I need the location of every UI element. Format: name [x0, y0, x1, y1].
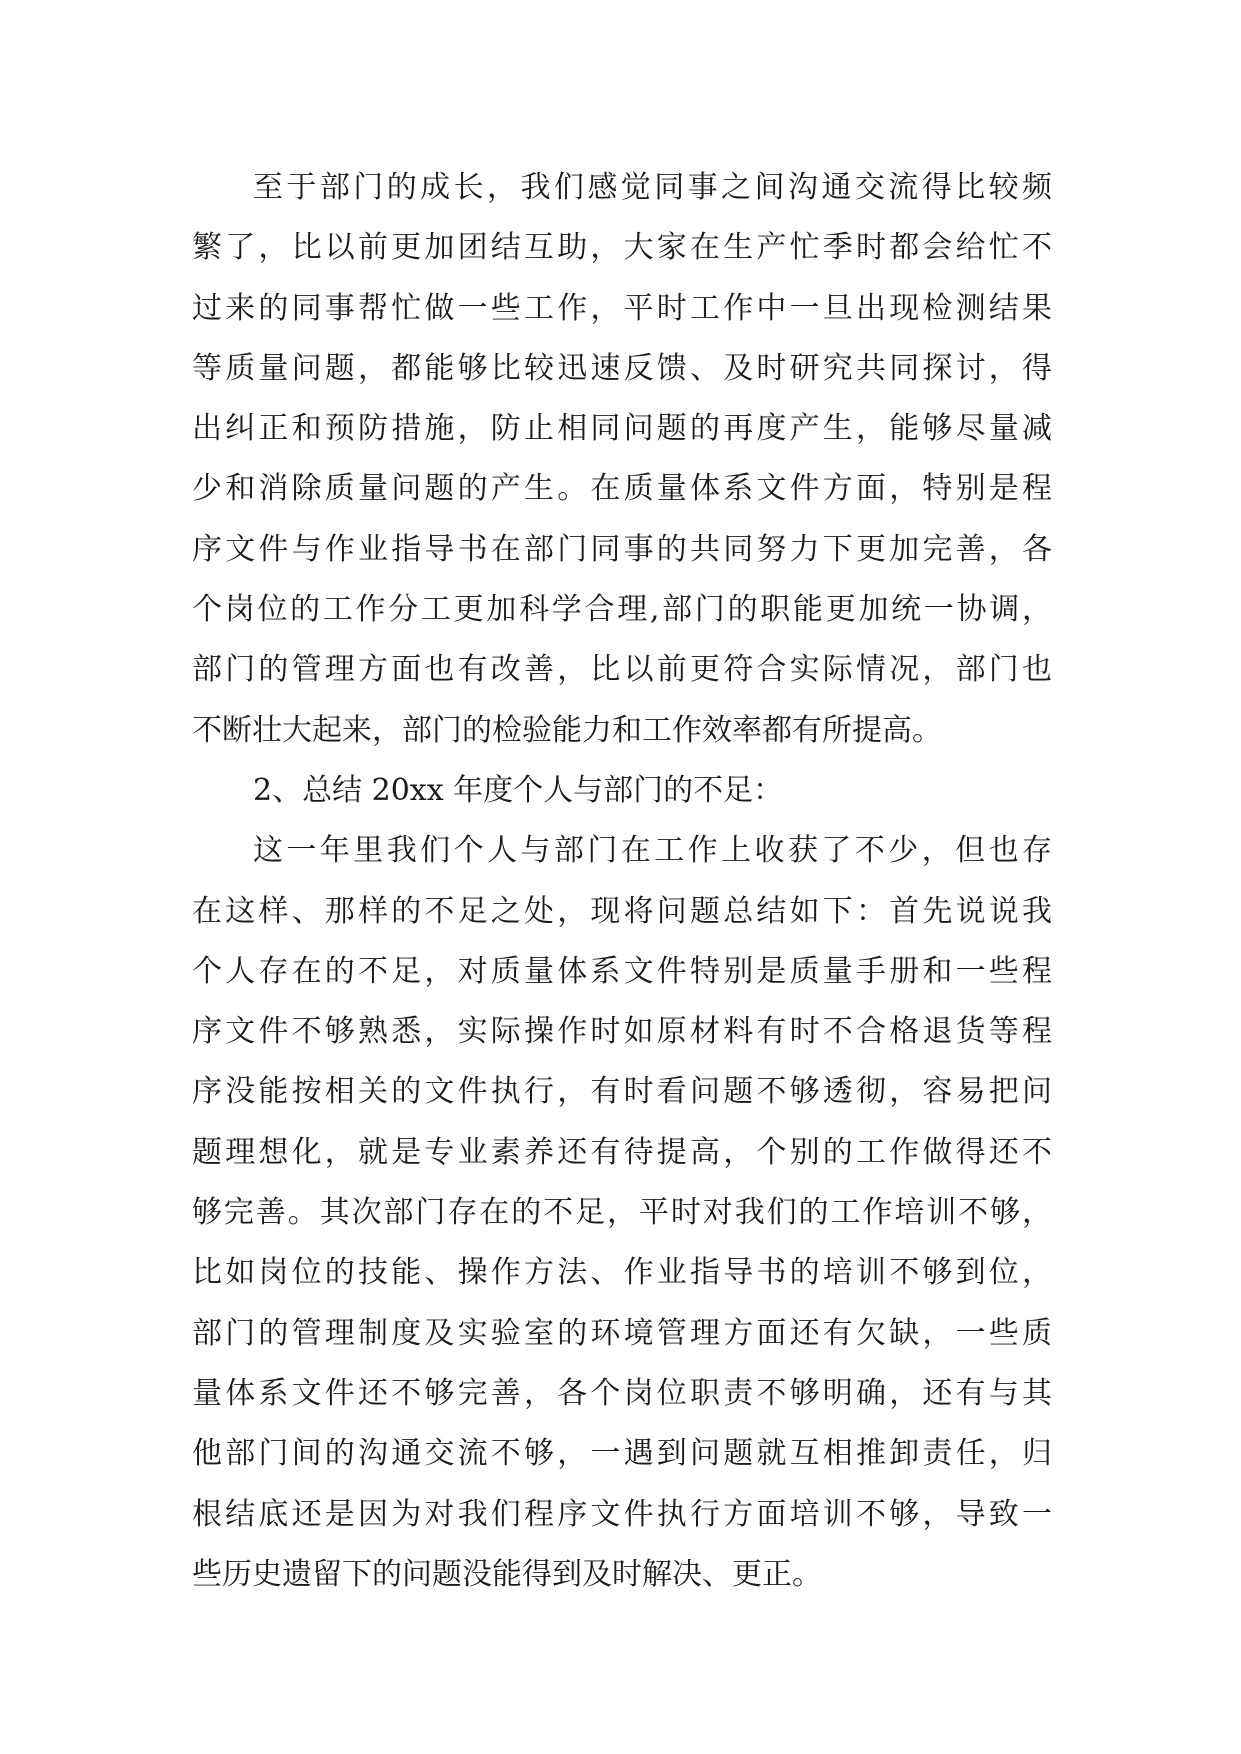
paragraph-3-line-9: 部门的管理制度及实验室的环境管理方面还有欠缺，一些质	[192, 1315, 1052, 1351]
paragraph-3-line-1: 这一年里我们个人与部门在工作上收获了不少，但也存	[253, 833, 1052, 869]
paragraph-3-line-13: 些历史遗留下的问题没能得到及时解决、更正。	[192, 1556, 822, 1592]
paragraph-1-line-6: 少和消除质量问题的产生。在质量体系文件方面，特别是程	[192, 471, 1052, 507]
paragraph-3-line-2: 在这样、那样的不足之处，现将问题总结如下：首先说说我	[192, 893, 1052, 929]
paragraph-1-line-10: 不断壮大起来，部门的检验能力和工作效率都有所提高。	[192, 712, 942, 748]
paragraph-3-line-11: 他部门间的沟通交流不够，一遇到问题就互相推卸责任，归	[192, 1436, 1052, 1472]
paragraph-1-line-1: 至于部门的成长，我们感觉同事之间沟通交流得比较频	[253, 170, 1052, 205]
paragraph-1-line-2: 繁了，比以前更加团结互助，大家在生产忙季时都会给忙不	[192, 230, 1052, 266]
paragraph-3-line-7: 够完善。其次部门存在的不足，平时对我们的工作培训不够，	[192, 1195, 1052, 1231]
document-body	[192, 158, 1052, 1605]
paragraph-3-line-4: 序文件不够熟悉，实际操作时如原材料有时不合格退货等程	[192, 1014, 1052, 1050]
section-heading: 2、总结 20xx 年度个人与部门的不足：	[253, 772, 784, 808]
paragraph-3-line-8: 比如岗位的技能、操作方法、作业指导书的培训不够到位，	[192, 1255, 1052, 1291]
paragraph-3-line-3: 个人存在的不足，对质量体系文件特别是质量手册和一些程	[192, 953, 1052, 989]
paragraph-1-line-3: 过来的同事帮忙做一些工作，平时工作中一旦出现检测结果	[192, 290, 1052, 326]
paragraph-1-line-8: 个岗位的工作分工更加科学合理,部门的职能更加统一协调，	[192, 592, 1052, 628]
paragraph-1-line-5: 出纠正和预防措施，防止相同问题的再度产生，能够尽量减	[192, 411, 1052, 447]
paragraph-1-line-9: 部门的管理方面也有改善，比以前更符合实际情况，部门也	[192, 652, 1052, 688]
paragraph-3-line-12: 根结底还是因为对我们程序文件执行方面培训不够，导致一	[192, 1496, 1052, 1532]
paragraph-1-line-7: 序文件与作业指导书在部门同事的共同努力下更加完善，各	[192, 531, 1052, 567]
paragraph-3-line-6: 题理想化，就是专业素养还有待提高，个别的工作做得还不	[192, 1134, 1052, 1170]
paragraph-1-line-4: 等质量问题，都能够比较迅速反馈、及时研究共同探讨，得	[192, 350, 1052, 386]
paragraph-3-line-5: 序没能按相关的文件执行，有时看问题不够透彻，容易把问	[192, 1074, 1052, 1110]
paragraph-3-line-10: 量体系文件还不够完善，各个岗位职责不够明确，还有与其	[192, 1375, 1052, 1411]
